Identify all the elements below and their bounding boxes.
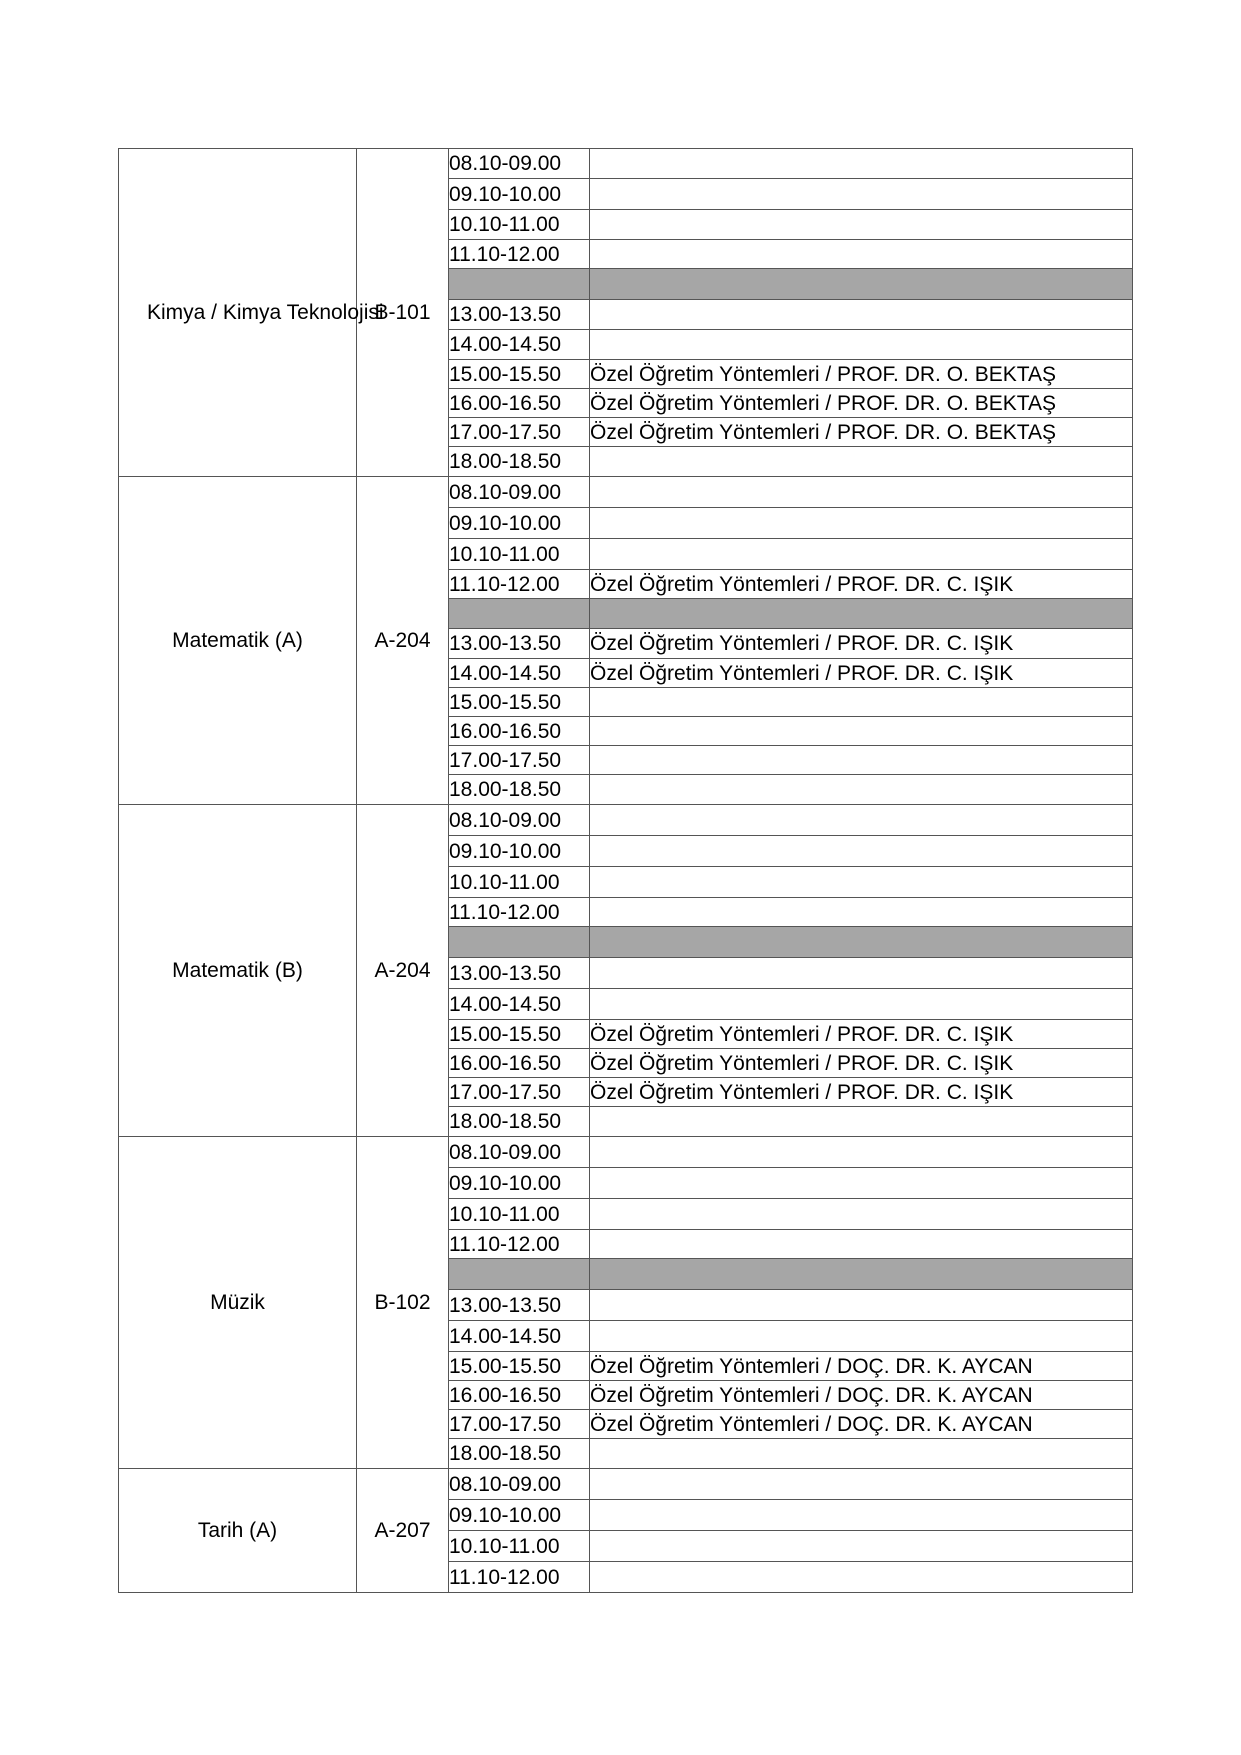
room-code: A-207 xyxy=(357,1469,449,1593)
course-cell xyxy=(590,958,1133,989)
room-code: A-204 xyxy=(357,805,449,1137)
course-cell xyxy=(590,836,1133,867)
course-cell xyxy=(590,1168,1133,1199)
course-cell xyxy=(590,179,1133,210)
course-cell xyxy=(590,1500,1133,1531)
course-cell xyxy=(590,539,1133,570)
time-slot: 18.00-18.50 xyxy=(449,447,590,477)
break-time-cell xyxy=(449,599,590,629)
time-slot: 13.00-13.50 xyxy=(449,958,590,989)
time-slot: 16.00-16.50 xyxy=(449,1049,590,1078)
time-slot: 17.00-17.50 xyxy=(449,1410,590,1439)
course-cell xyxy=(590,1562,1133,1593)
time-slot: 16.00-16.50 xyxy=(449,717,590,746)
time-slot: 10.10-11.00 xyxy=(449,1199,590,1230)
time-slot: 13.00-13.50 xyxy=(449,1290,590,1321)
schedule-body xyxy=(119,149,1133,1593)
time-slot: 15.00-15.50 xyxy=(449,688,590,717)
course-cell xyxy=(590,1230,1133,1259)
break-time-cell xyxy=(449,927,590,958)
course-cell: Özel Öğretim Yöntemleri / PROF. DR. C. IŞIK xyxy=(590,1020,1133,1049)
course-cell: Özel Öğretim Yöntemleri / PROF. DR. C. IŞIK xyxy=(590,1078,1133,1107)
time-slot: 17.00-17.50 xyxy=(449,418,590,447)
schedule-row xyxy=(119,805,1133,836)
course-cell: Özel Öğretim Yöntemleri / DOÇ. DR. K. AYCAN xyxy=(590,1352,1133,1381)
time-slot: 08.10-09.00 xyxy=(449,149,590,179)
course-cell: Özel Öğretim Yöntemleri / PROF. DR. C. IŞIK xyxy=(590,659,1133,688)
time-slot: 10.10-11.00 xyxy=(449,539,590,570)
course-cell: Özel Öğretim Yöntemleri / PROF. DR. C. IŞIK xyxy=(590,1049,1133,1078)
schedule-table xyxy=(118,148,1133,1593)
course-cell xyxy=(590,240,1133,269)
time-slot: 17.00-17.50 xyxy=(449,1078,590,1107)
course-cell xyxy=(590,1439,1133,1469)
course-cell xyxy=(590,477,1133,508)
room-code: B-101 xyxy=(357,149,449,477)
course-cell xyxy=(590,1137,1133,1168)
time-slot: 09.10-10.00 xyxy=(449,1500,590,1531)
time-slot: 09.10-10.00 xyxy=(449,508,590,539)
time-slot: 11.10-12.00 xyxy=(449,1230,590,1259)
break-time-cell xyxy=(449,269,590,300)
time-slot: 08.10-09.00 xyxy=(449,477,590,508)
course-cell xyxy=(590,688,1133,717)
break-course-cell xyxy=(590,599,1133,629)
room-code: A-204 xyxy=(357,477,449,805)
course-cell xyxy=(590,330,1133,360)
time-slot: 18.00-18.50 xyxy=(449,1107,590,1137)
time-slot: 15.00-15.50 xyxy=(449,360,590,389)
time-slot: 14.00-14.50 xyxy=(449,659,590,688)
break-course-cell xyxy=(590,269,1133,300)
time-slot: 14.00-14.50 xyxy=(449,989,590,1020)
course-cell xyxy=(590,447,1133,477)
time-slot: 08.10-09.00 xyxy=(449,1137,590,1168)
time-slot: 11.10-12.00 xyxy=(449,1562,590,1593)
time-slot: 10.10-11.00 xyxy=(449,210,590,240)
course-cell: Özel Öğretim Yöntemleri / DOÇ. DR. K. AYCAN xyxy=(590,1381,1133,1410)
course-cell: Özel Öğretim Yöntemleri / PROF. DR. O. BEKTAŞ xyxy=(590,389,1133,418)
schedule-row xyxy=(119,477,1133,508)
time-slot: 11.10-12.00 xyxy=(449,898,590,927)
time-slot: 16.00-16.50 xyxy=(449,1381,590,1410)
course-cell xyxy=(590,805,1133,836)
time-slot: 13.00-13.50 xyxy=(449,629,590,659)
time-slot: 13.00-13.50 xyxy=(449,300,590,330)
course-cell xyxy=(590,300,1133,330)
course-cell: Özel Öğretim Yöntemleri / DOÇ. DR. K. AYCAN xyxy=(590,1410,1133,1439)
break-course-cell xyxy=(590,927,1133,958)
time-slot: 15.00-15.50 xyxy=(449,1352,590,1381)
time-slot: 09.10-10.00 xyxy=(449,179,590,210)
course-cell xyxy=(590,1469,1133,1500)
schedule-row xyxy=(119,1469,1133,1500)
time-slot: 09.10-10.00 xyxy=(449,836,590,867)
break-time-cell xyxy=(449,1259,590,1290)
time-slot: 14.00-14.50 xyxy=(449,1321,590,1352)
department-name: Matematik (B) xyxy=(119,805,357,1137)
time-slot: 14.00-14.50 xyxy=(449,330,590,360)
course-cell xyxy=(590,1199,1133,1230)
time-slot: 18.00-18.50 xyxy=(449,1439,590,1469)
course-cell xyxy=(590,867,1133,898)
time-slot: 16.00-16.50 xyxy=(449,389,590,418)
time-slot: 11.10-12.00 xyxy=(449,570,590,599)
department-name: Kimya / Kimya Teknolojisi xyxy=(119,149,357,477)
course-cell: Özel Öğretim Yöntemleri / PROF. DR. C. IŞIK xyxy=(590,570,1133,599)
course-cell xyxy=(590,1290,1133,1321)
room-code: B-102 xyxy=(357,1137,449,1469)
course-cell xyxy=(590,508,1133,539)
time-slot: 11.10-12.00 xyxy=(449,240,590,269)
course-cell: Özel Öğretim Yöntemleri / PROF. DR. O. BEKTAŞ xyxy=(590,418,1133,447)
time-slot: 17.00-17.50 xyxy=(449,746,590,775)
course-cell xyxy=(590,1321,1133,1352)
time-slot: 08.10-09.00 xyxy=(449,805,590,836)
time-slot: 10.10-11.00 xyxy=(449,1531,590,1562)
course-cell: Özel Öğretim Yöntemleri / PROF. DR. O. BEKTAŞ xyxy=(590,360,1133,389)
schedule-row xyxy=(119,149,1133,179)
schedule-row xyxy=(119,1137,1133,1168)
course-cell xyxy=(590,989,1133,1020)
course-cell: Özel Öğretim Yöntemleri / PROF. DR. C. IŞIK xyxy=(590,629,1133,659)
course-cell xyxy=(590,746,1133,775)
department-name: Matematik (A) xyxy=(119,477,357,805)
course-cell xyxy=(590,149,1133,179)
department-name: Tarih (A) xyxy=(119,1469,357,1593)
course-cell xyxy=(590,1531,1133,1562)
course-cell xyxy=(590,775,1133,805)
time-slot: 09.10-10.00 xyxy=(449,1168,590,1199)
time-slot: 18.00-18.50 xyxy=(449,775,590,805)
course-cell xyxy=(590,210,1133,240)
time-slot: 10.10-11.00 xyxy=(449,867,590,898)
time-slot: 08.10-09.00 xyxy=(449,1469,590,1500)
time-slot: 15.00-15.50 xyxy=(449,1020,590,1049)
course-cell xyxy=(590,717,1133,746)
break-course-cell xyxy=(590,1259,1133,1290)
department-name: Müzik xyxy=(119,1137,357,1469)
course-cell xyxy=(590,1107,1133,1137)
course-cell xyxy=(590,898,1133,927)
